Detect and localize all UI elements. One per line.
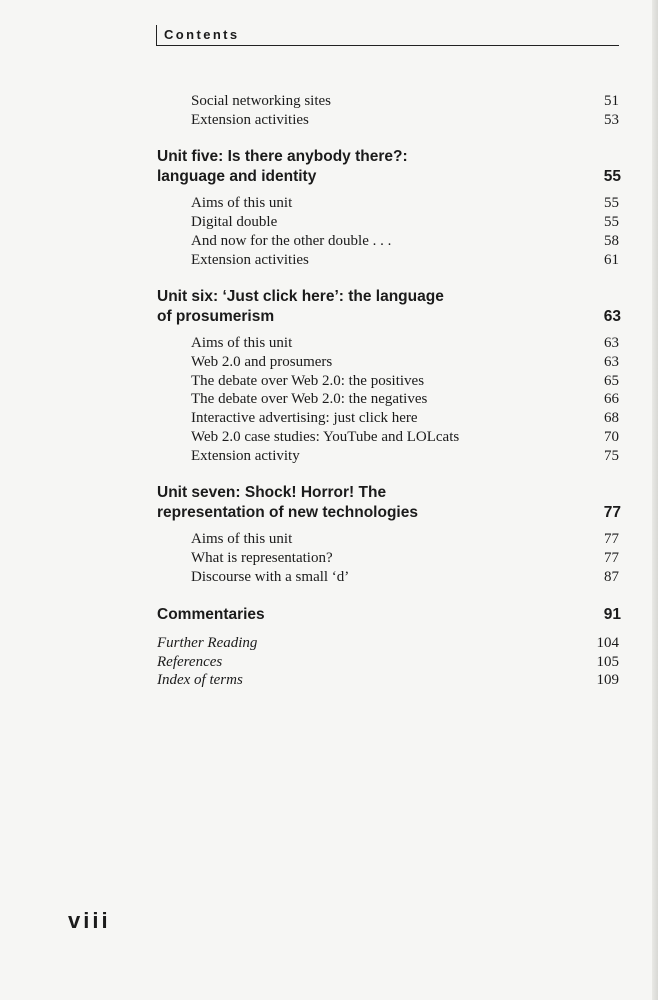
- entry-page: 87: [604, 569, 619, 585]
- toc-entry: [191, 232, 619, 251]
- unit-heading-line: Unit seven: Shock! Horror! The: [157, 484, 387, 501]
- entry-label: References: [157, 654, 223, 670]
- entry-page: 75: [604, 448, 619, 464]
- unit-page: 91: [603, 606, 621, 623]
- entry-label: Extension activity: [191, 448, 300, 464]
- entry-label: And now for the other double . . .: [191, 233, 392, 249]
- unit-heading-line: Unit five: Is there anybody there?:: [157, 148, 408, 165]
- entry-label: The debate over Web 2.0: the negatives: [191, 391, 428, 407]
- entry-label: Aims of this unit: [191, 531, 293, 547]
- entry-label: The debate over Web 2.0: the positives: [191, 373, 425, 389]
- entry-label: Extension activities: [191, 252, 309, 268]
- toc-entry: [191, 213, 619, 232]
- toc-entry: [191, 92, 619, 111]
- entry-label: Aims of this unit: [191, 195, 293, 211]
- toc-entry: [191, 353, 619, 372]
- toc-entry: [191, 111, 619, 130]
- entry-page: 55: [604, 195, 619, 211]
- unit-page: 63: [603, 307, 621, 325]
- entry-page: 65: [604, 373, 619, 389]
- entry-label: Web 2.0 and prosumers: [191, 354, 333, 370]
- toc-entry: [191, 428, 619, 447]
- toc-entry: [191, 372, 619, 391]
- unit-heading-line: of prosumerism: [157, 307, 275, 325]
- unit-page: 77: [603, 503, 621, 521]
- unit-heading-line: Commentaries: [157, 606, 265, 623]
- commentaries-heading: [157, 605, 621, 625]
- back-matter-entry: [157, 634, 619, 653]
- entry-label: Digital double: [191, 214, 278, 230]
- toc-entry: [191, 549, 619, 568]
- header-title: Contents: [164, 27, 240, 42]
- entry-page: 68: [604, 410, 619, 426]
- entry-label: Further Reading: [157, 635, 258, 651]
- entry-page: 55: [604, 214, 619, 230]
- entry-label: Web 2.0 case studies: YouTube and LOLcats: [191, 429, 460, 445]
- unit-page: 55: [603, 167, 621, 185]
- toc-entry: [191, 568, 619, 587]
- entry-page: 63: [604, 335, 619, 351]
- back-matter-entry: [157, 671, 619, 690]
- entry-label: Index of terms: [157, 672, 243, 688]
- entry-page: 77: [604, 531, 619, 547]
- back-matter-entry: [157, 653, 619, 672]
- entry-label: Discourse with a small ‘d’: [191, 569, 350, 585]
- entry-page: 70: [604, 429, 619, 445]
- entry-label: Aims of this unit: [191, 335, 293, 351]
- page-number: viii: [68, 908, 111, 933]
- entry-page: 51: [604, 93, 619, 109]
- toc-entry: [191, 447, 619, 466]
- toc-entry: [191, 530, 619, 549]
- toc-entry: [191, 194, 619, 213]
- toc-entry: [191, 334, 619, 353]
- entry-page: 66: [604, 391, 619, 407]
- entry-label: What is representation?: [191, 550, 333, 566]
- entry-label: Extension activities: [191, 112, 309, 128]
- unit-heading-line: representation of new technologies: [157, 503, 418, 521]
- running-header: [156, 25, 619, 46]
- entry-page: 109: [596, 672, 619, 688]
- unit-heading-line: language and identity: [157, 167, 317, 185]
- unit-heading: [157, 483, 621, 522]
- entry-page: 53: [604, 112, 619, 128]
- page-edge: [652, 0, 658, 1000]
- entry-page: 105: [596, 654, 619, 670]
- unit-heading: [157, 287, 621, 326]
- toc-entry: [191, 390, 619, 409]
- entry-page: 77: [604, 550, 619, 566]
- unit-heading: [157, 147, 621, 186]
- entry-page: 61: [604, 252, 619, 268]
- toc-entry: [191, 409, 619, 428]
- entry-page: 63: [604, 354, 619, 370]
- unit-heading-line: Unit six: ‘Just click here’: the language: [157, 288, 444, 305]
- toc-entry: [191, 251, 619, 270]
- entry-page: 104: [596, 635, 619, 651]
- entry-label: Interactive advertising: just click here: [191, 410, 418, 426]
- entry-label: Social networking sites: [191, 93, 331, 109]
- entry-page: 58: [604, 233, 619, 249]
